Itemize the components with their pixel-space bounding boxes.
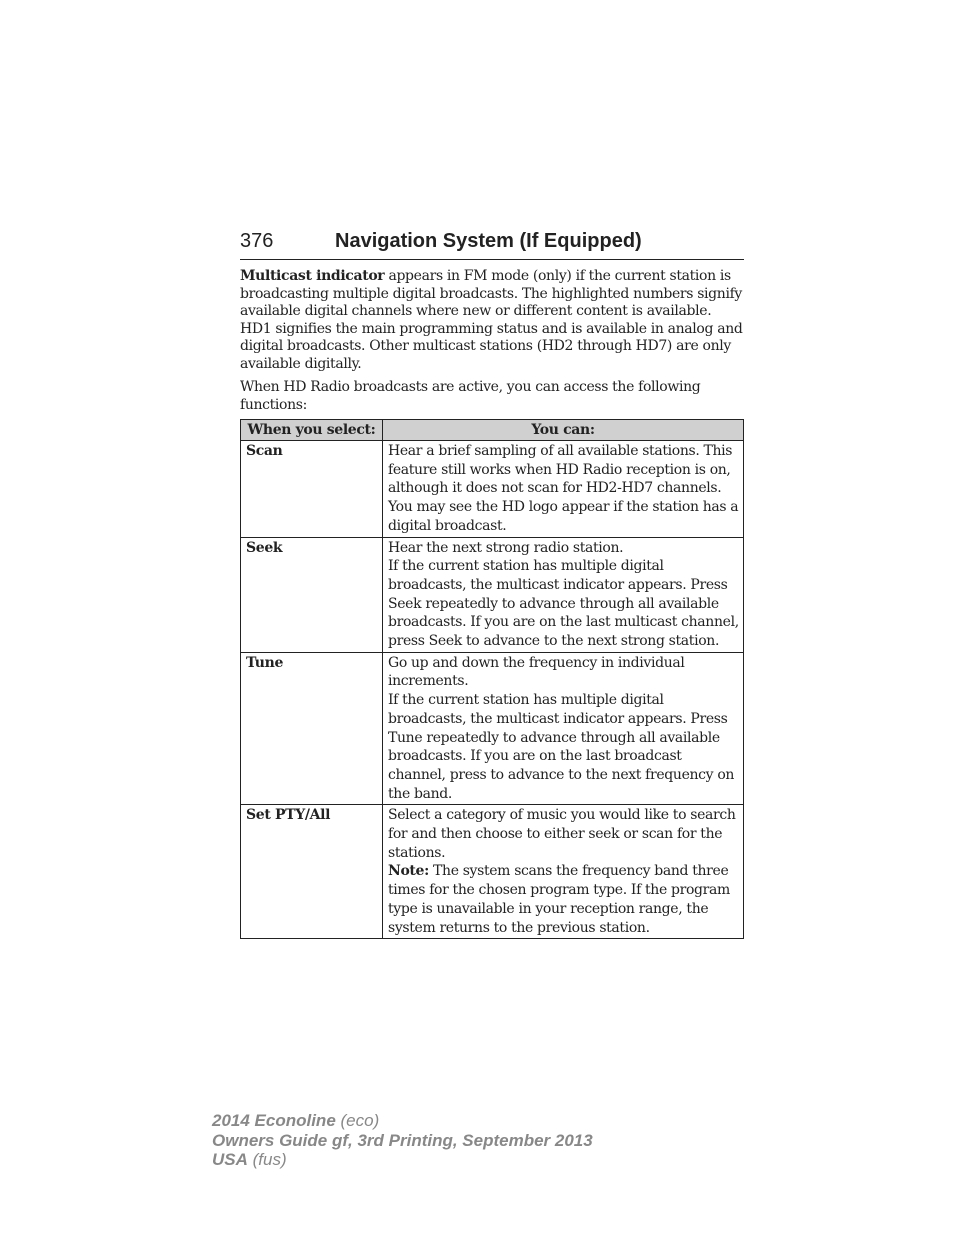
row-description-scan xyxy=(383,441,744,538)
intro-text: appears in FM mode (only) if the current station is broadcasting multiple digital broadcasts. The highlighted numbers signify available digital channels where new or different content is available. HD1 signifies the main programming status and is available in analog and digital broadcasts. Other multicast stations (HD2 through HD7) are only available digitally. xyxy=(240,268,743,372)
row-select-seek: Seek xyxy=(241,537,383,652)
note-line xyxy=(388,862,739,937)
footer-model: 2014 Econoline xyxy=(212,1111,336,1130)
footer-region: USA xyxy=(212,1150,248,1169)
section-title: Navigation System (If Equipped) xyxy=(335,230,642,252)
row-select-scan: Scan xyxy=(241,441,383,538)
footer-region-code: (fus) xyxy=(247,1150,287,1169)
table-row xyxy=(241,441,744,538)
description-line: Select a category of music you would like to search for and then choose to either seek or scan for the stations. xyxy=(388,807,736,861)
description-line: If the current station has multiple digital broadcasts, the multicast indicator appears. Press Seek repeatedly to advance through all available broadcasts. If you are on the last multicast channel, press Seek to advance to the next strong station. xyxy=(388,558,739,650)
multicast-indicator-term: Multicast indicator xyxy=(240,268,385,284)
row-description-set-pty-all xyxy=(383,805,744,939)
footer-model-code: (eco) xyxy=(335,1111,380,1130)
table-header-row xyxy=(241,420,744,441)
row-select-set-pty-all: Set PTY/All xyxy=(241,805,383,939)
lead-paragraph: When HD Radio broadcasts are active, you can access the following functions: xyxy=(240,379,701,413)
description-line: Hear a brief sampling of all available stations. This feature still works when HD Radio reception is on, although it does not scan for HD2-HD7 channels. You may see the HD logo appear if the station has a digital broadcast. xyxy=(388,443,739,534)
column-header-action: You can: xyxy=(383,420,744,441)
hd-radio-functions-table xyxy=(240,419,744,939)
footer-guide-line xyxy=(212,1131,593,1151)
description-line: If the current station has multiple digital broadcasts, the multicast indicator appears. Press Tune repeatedly to advance through all available broadcasts. If you are on the last broadcast channel, press to advance to the next frequency on the band. xyxy=(388,692,735,802)
column-header-select: When you select: xyxy=(241,420,383,441)
document-footer xyxy=(212,1111,593,1170)
page-number: 376 xyxy=(240,230,274,252)
description-line: Go up and down the frequency in individual increments. xyxy=(388,654,685,690)
intro-paragraph xyxy=(240,268,744,374)
row-select-tune: Tune xyxy=(241,652,383,805)
note-text: The system scans the frequency band three times for the chosen program type. If the program type is unavailable in your reception range, the system returns to the previous station. xyxy=(388,863,730,936)
footer-model-line xyxy=(212,1111,593,1131)
table-row xyxy=(241,537,744,652)
footer-region-line xyxy=(212,1150,593,1170)
description-line: Hear the next strong radio station. xyxy=(388,539,624,556)
row-description-tune xyxy=(383,652,744,805)
table-row xyxy=(241,652,744,805)
page-header xyxy=(240,228,744,260)
note-label: Note: xyxy=(388,863,429,880)
footer-guide: Owners Guide gf, 3rd Printing, September 2013 xyxy=(212,1130,593,1150)
table-row xyxy=(241,805,744,939)
row-description-seek xyxy=(383,537,744,652)
